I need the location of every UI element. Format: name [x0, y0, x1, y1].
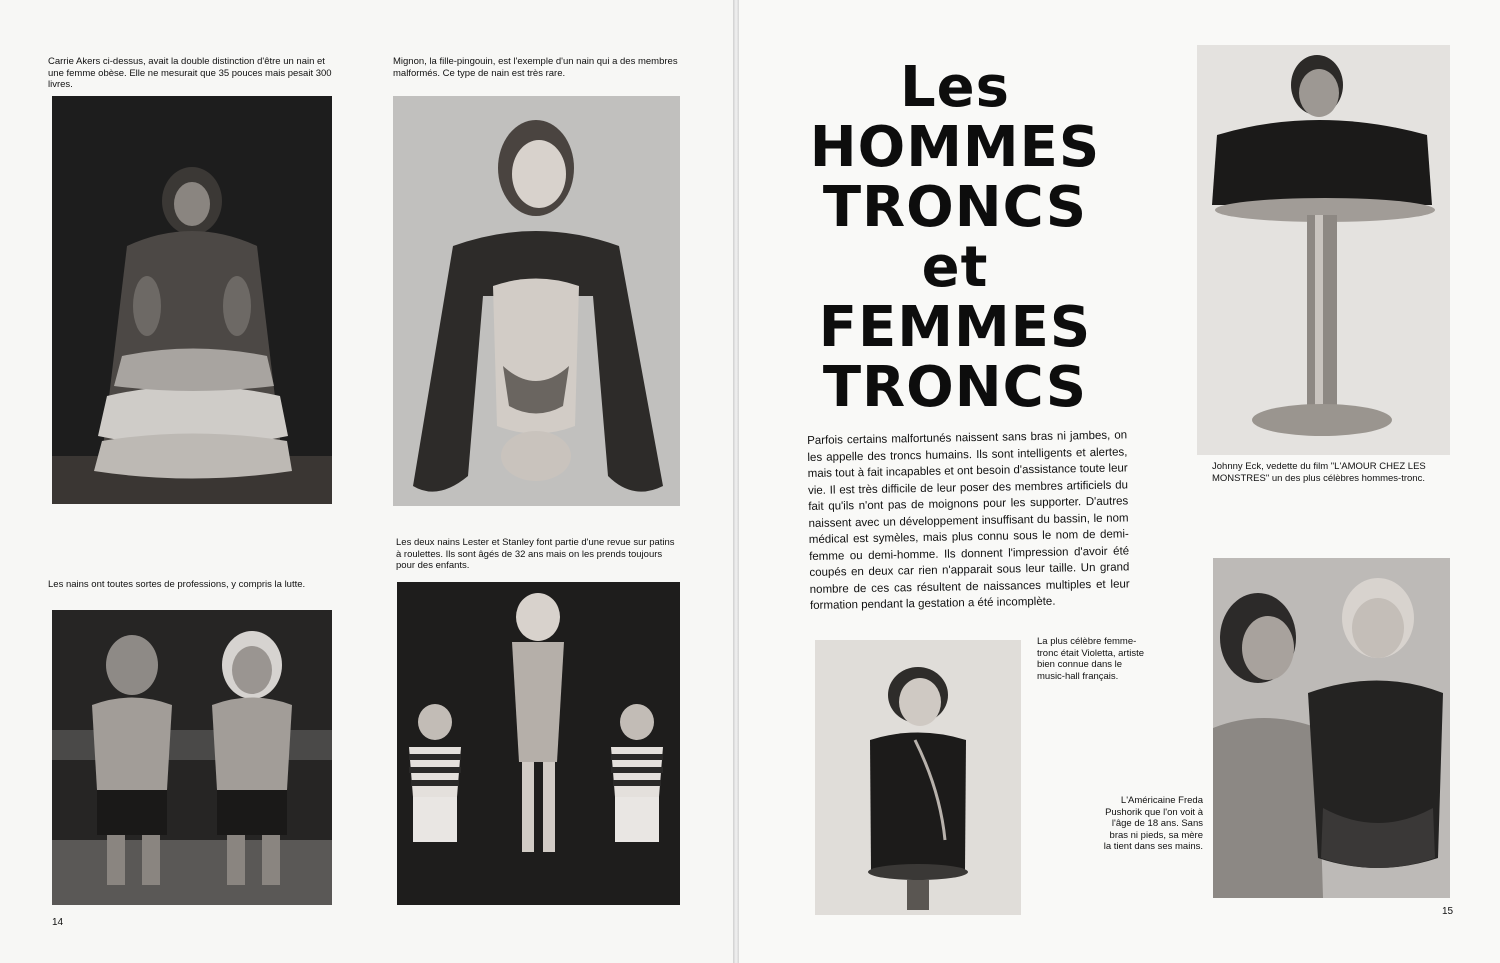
article-body: Parfois certains malfortunés naissent sans bras ni jambes, on les appelle des troncs humains. Ils sont intelligents et alertes, mais tout à fait incapables et ont besoin d'assistance toute leur vie. Il est très difficile de leur poser des membres artificiels du fait qu'ils n'ont pas de moignons pour les supporter. D'autres naissent avec un développement insuffisant du bassin, le nom médical est symèles, mais plus connu sous le nom de demi-femme ou demi-homme. Ils donnent l'impression d'avoir été coupés en deux car rien n'apparait sous leur taille. Un grand nombre de ces cas résultent de naissances multiples et leur formation pendant la gestation a été incomplète.	[807, 429, 1130, 612]
caption-freda-pushorik: L'Américaine Freda Pushorik que l'on voit à l'âge de 18 ans. Sans bras ni pieds, sa mère la tient dans ses mains.	[1103, 795, 1203, 852]
photo-carrie-akers	[52, 96, 332, 504]
headline-line: TRONCS	[822, 355, 1088, 420]
headline-line: HOMMES	[809, 115, 1101, 180]
photo-mignon	[393, 96, 680, 506]
photo-violetta	[815, 640, 1021, 915]
headline-line: TRONCS	[822, 175, 1088, 240]
photo-skaters	[397, 582, 680, 905]
photo-wrestlers	[52, 610, 332, 905]
headline	[790, 55, 1120, 420]
headline-line: et	[921, 235, 989, 300]
caption-johnny-eck: Johnny Eck, vedette du film "L'AMOUR CHEZ LES MONSTRES" un des plus célèbres hommes-tronc.	[1212, 461, 1426, 484]
caption-violetta: La plus célèbre femme-tronc était Violetta, artiste bien connue dans le music-hall français.	[1037, 636, 1145, 682]
page-number-right: 15	[1442, 906, 1454, 917]
headline-line: Les	[900, 55, 1010, 120]
page-number-left: 14	[52, 917, 64, 928]
caption-skaters: Les deux nains Lester et Stanley font partie d'une revue sur patins à roulettes. Ils sont âgés de 32 ans mais on les prends toujours pour des enfants.	[396, 537, 675, 571]
caption-wrestlers: Les nains ont toutes sortes de professions, y compris la lutte.	[48, 579, 306, 590]
caption-carrie-akers: Carrie Akers ci-dessus, avait la double distinction d'être un nain et une femme obèse. Elle ne mesurait que 35 pouces mais pesait 300 livres.	[48, 56, 332, 90]
caption-mignon: Mignon, la fille-pingouin, est l'exemple d'un nain qui a des membres malformés. Ce type de nain est très rare.	[393, 56, 678, 79]
page-gutter	[733, 0, 739, 963]
photo-freda-pushorik	[1213, 558, 1450, 898]
headline-line: FEMMES	[818, 295, 1092, 360]
photo-johnny-eck	[1197, 45, 1450, 455]
